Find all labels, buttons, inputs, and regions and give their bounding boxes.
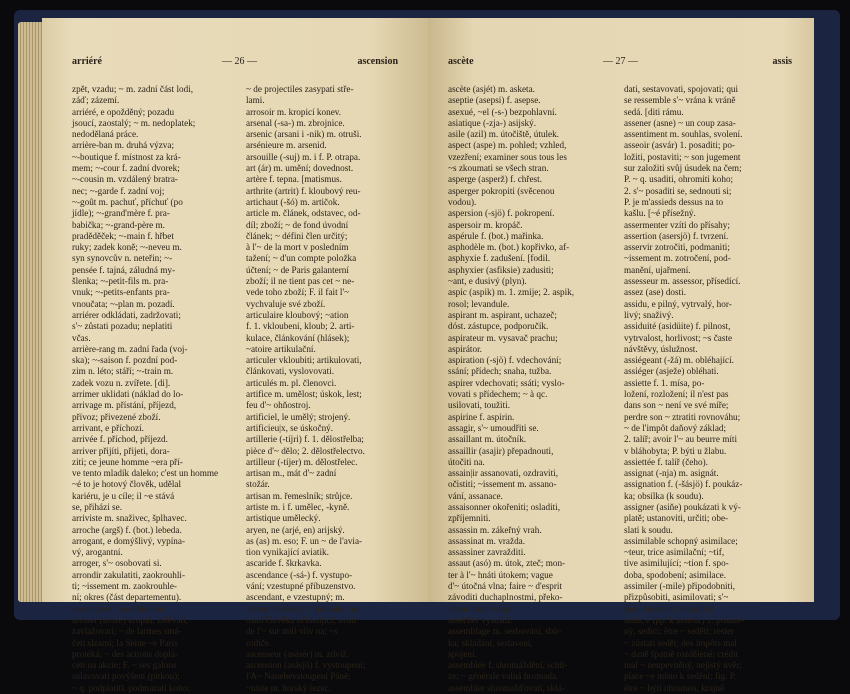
right-page-column-2 (624, 84, 788, 694)
dictionary-line: P. ~ q. usaditi, ohromiti koho; (624, 174, 734, 185)
dictionary-line: assiéger (asježe) obléhati. (624, 366, 719, 377)
dictionary-line: vzezření; examiner sous tous les (448, 151, 567, 162)
dictionary-line: article m. článek, odstavec, od- (246, 208, 361, 219)
dictionary-line: ~ q. podplatiti, podmazati koho; (72, 682, 190, 693)
dictionary-line: zboží; il ne tient pas cet ~ ne- (246, 276, 355, 287)
dictionary-line: účtení; ~ de Paris galanterní (246, 264, 349, 275)
left-page-column-1 (72, 84, 236, 694)
dictionary-line: assiette f. 1. mísa, po- (624, 377, 705, 388)
dictionary-line: mem; ~-cour f. zadní dvorek; (72, 163, 180, 174)
dictionary-line: artisan m. řemeslník; strůjce. (246, 490, 353, 501)
dictionary-line: stožár. (246, 479, 270, 490)
dictionary-line: artistique umělecký. (246, 513, 321, 524)
dictionary-line: pensée f. tajná, záludná my- (72, 264, 176, 275)
right-page-number: — 27 — (603, 56, 638, 67)
dictionary-line: ný, sedící; être ~ sedětí; rester (624, 626, 735, 637)
dictionary-line: asseoir (asvár) 1. posaditi; po- (624, 140, 735, 151)
left-page-column-2 (246, 84, 410, 694)
dictionary-line: sur založiti svůj úsudek na čem; (624, 163, 742, 174)
dictionary-line: ~ daně špatně rozdělené; crédit (624, 648, 739, 659)
dictionary-line: ~s zkoumati se všech stran. (448, 163, 549, 174)
dictionary-line: art (ár) m. umění; dovednost. (246, 163, 354, 174)
dictionary-line: v bláhobyta; P. býti u žlabu. (624, 445, 727, 456)
left-page (42, 18, 428, 693)
dictionary-line: s'~ zůstati pozadu; neplatiti (72, 321, 173, 332)
dictionary-line: as (as) m. eso; F. un ~ de l'avia- (246, 535, 363, 546)
dictionary-line: assesseur m. assessor, přísedící. (624, 276, 741, 287)
dictionary-line: assemblée f. shromáždění, schů- (448, 660, 568, 671)
dictionary-line: ascendant, e vzestupný; m. (246, 592, 345, 603)
dictionary-line: assiettée f. talíř (čeho). (624, 456, 708, 467)
dictionary-line: assiégeant (-žá) m. obléhající. (624, 355, 734, 366)
dictionary-line: asphyxier (asfiksie) zadusiti; (448, 264, 554, 275)
dictionary-line: ruky; zadek koně; ~-neveu m. (72, 242, 182, 253)
dictionary-line: ložiti, postaviti; ~ son jugement (624, 151, 741, 162)
dictionary-line: tion vynikající aviatik. (246, 547, 329, 558)
dictionary-line: arroche (argš) f. (bot.) lebeda. (72, 524, 182, 535)
dictionary-line: doba, spodobení; asimilace. (624, 569, 727, 580)
dictionary-line: návštěvy, úslužnost. (624, 343, 698, 354)
dictionary-line: assentiment m. souhlas, svolení. (624, 129, 743, 140)
right-header-word-left-page: ascension (357, 56, 398, 67)
dictionary-line: ze; ~ générale valná hromada. (448, 671, 559, 682)
dictionary-line: díl; zboží; ~ de fond úvodní (246, 219, 349, 230)
dictionary-line: platě; ustanoviti, určiti; obe- (624, 513, 729, 524)
dictionary-line: aspic (aspik) m. 1. zmije; 2. aspik, (448, 287, 575, 298)
dictionary-line: articuler vkloubiti; artikulovati, (246, 355, 362, 366)
dictionary-line: arriéré, e opožděný; pozadu (72, 106, 175, 117)
dictionary-line: sedá. [diti rámu. (624, 106, 684, 117)
dictionary-line: ~ant, e dusivý (plyn). (448, 276, 527, 287)
dictionary-line: feu d'~ ohňostroj. (246, 400, 311, 411)
dictionary-line: asservir zotročiti, podmaniti; (624, 242, 730, 253)
dictionary-line: kulace, článkování (hlásek); (246, 332, 350, 343)
dictionary-line: rosol; levandule. (448, 298, 510, 309)
dictionary-line: vnoučata; ~-plan m. pozadí. (72, 298, 175, 309)
dictionary-line: articulaire kloubový; ~ation (246, 309, 349, 320)
dictionary-line: přizpůsobiti, asimilovati; s'~ (624, 592, 729, 603)
dictionary-line: artère f. tepna. [matismus. (246, 174, 342, 185)
dictionary-line: asperger pokropiti (svěcenou (448, 185, 555, 196)
dictionary-line: assignation f. (-šásjö) f. poukáz- (624, 479, 743, 490)
dictionary-line: ceti na akcie; F. ~ ses galons (72, 660, 177, 671)
dictionary-line: asiatique (-zja-) asijský. (448, 117, 537, 128)
dictionary-line: arrière-rang m. zadní řada (voj- (72, 343, 188, 354)
dictionary-line: očistiti; ~issement m. assano- (448, 479, 557, 490)
dictionary-line: ~ zůstati sedět; des impôts mal (624, 637, 737, 648)
dictionary-line: zpříjemniti. (448, 513, 491, 524)
dictionary-line: nedodělaná práce. (72, 129, 139, 140)
dictionary-line: d'~ útočná vlna; faire ~ d'esprit (448, 581, 563, 592)
dictionary-line: spojení. (448, 648, 477, 659)
dictionary-line: se ressemble s'~ vrána k vráně (624, 95, 736, 106)
dictionary-line: vytrvalost, horlivost; ~s časte (624, 332, 733, 343)
dictionary-line: assignat (-nja) m. asignát. (624, 468, 719, 479)
dictionary-line: perdre son ~ ztratiti rovnováhu; (624, 411, 741, 422)
dictionary-line: aspect (aspe) m. pohled; vzhled, (448, 140, 567, 151)
dictionary-line: arrosage m. zavodňování. (72, 603, 167, 614)
dictionary-line: livý; snaživý. (624, 309, 674, 320)
dictionary-line: vání, assanace. (448, 490, 503, 501)
dictionary-line: vovati s přídechem; ~ à qc. (448, 389, 548, 400)
dictionary-line: arrosoir m. kropicí konev. (246, 106, 342, 117)
dictionary-line: aspérule f. (bot.) mařinka. (448, 230, 544, 241)
dictionary-line: assaillant m. útočník. (448, 434, 527, 445)
dictionary-line: včas. (72, 332, 91, 343)
dictionary-line: assaut (asó) m. útok, zteč; mon- (448, 558, 566, 569)
dictionary-line: arsenal (-sa-) m. zbrojnice. (246, 117, 345, 128)
dictionary-line: kariéru, je u cíle; il ~e stává (72, 490, 175, 501)
dictionary-line: aspirer vdechovati; ssáti; vyslo- (448, 377, 565, 388)
dictionary-line: assener (asne) ~ un coup zasa- (624, 117, 736, 128)
dictionary-line: asexué, ~el (-s-) bezpohlavní. (448, 106, 557, 117)
dictionary-line: ~-cousin m. vzdálený bratra- (72, 174, 178, 185)
dictionary-line: aspersoir m. kropáč. (448, 219, 523, 230)
dictionary-line: assermenter vzíti do přísahy; (624, 219, 730, 230)
dictionary-line: syn synovcův n. neteřin; ~- (72, 253, 173, 264)
dictionary-line: artifice m. umělost; úskok, lest; (246, 389, 362, 400)
dictionary-line: assécher vysušiti. (448, 614, 513, 625)
dictionary-line: vychvaluje své zboží. (246, 298, 326, 309)
dictionary-line: útočiti na. (448, 456, 485, 467)
dictionary-line: ve tento mladík daleko; c'est un homme (72, 468, 219, 479)
dictionary-line: assassinat m. vražda. (448, 535, 526, 546)
dictionary-line: ka; obsílka (k soudu). (624, 490, 704, 501)
dictionary-line: osud člověka účinkující; avoir (246, 614, 357, 625)
left-header-word: arriéré (72, 56, 102, 67)
dictionary-line: ascenseur (asásér) m. zdviž. (246, 648, 349, 659)
dictionary-line: asperge (asperž) f. chřest. (448, 174, 542, 185)
dictionary-line: asphyxie f. zadušení. [fodil. (448, 253, 551, 264)
dictionary-line: arrière-ban m. druhá výzva; (72, 140, 175, 151)
dictionary-line: ka; skládání, sestavení, (448, 637, 533, 648)
dictionary-line: de l'~ sur míti vliv na; ~s (246, 626, 338, 637)
right-page-header-right: assis (772, 56, 792, 67)
dictionary-line: vede toho zboží; F. il fait l'~ (246, 287, 350, 298)
dictionary-line: arriérer odkládati, zadržovati; (72, 309, 181, 320)
dictionary-line: manění, ujařmení. (624, 264, 691, 275)
dictionary-line: artichaut (-šó) m. artičok. (246, 196, 340, 207)
dictionary-line: aspirateur m. vysavač prachu; (448, 332, 558, 343)
dictionary-line: assemblage m. sesbování, sbír- (448, 626, 562, 637)
dictionary-line: zavlažovati; ~ de larmes smá- (72, 626, 182, 637)
dictionary-line: arsenic (arsani i -nik) m. otruši. (246, 129, 362, 140)
dictionary-line: place ~e místo k sedění; fig. P. (624, 671, 737, 682)
dictionary-line: slati k soudu. (624, 524, 673, 535)
dictionary-line: arthrite (artrit) f. kloubový reu- (246, 185, 361, 196)
dictionary-line: tažení; ~ d'un compte položka (246, 253, 357, 264)
dictionary-line: vnuk; ~-petits-enfants pra- (72, 287, 170, 298)
dictionary-line: ~niste m. horský lezec. (246, 682, 331, 693)
dictionary-line: arroger, s'~ osobovati si. (72, 558, 162, 569)
dictionary-line: arrivée f. příchod, příjezd. (72, 434, 168, 445)
dictionary-line: ziti; ce jeune homme ~era pří- (72, 456, 183, 467)
dictionary-line: arrivant, e příchozí. (72, 422, 144, 433)
dictionary-line: assigner (asiňe) poukázati k vý- (624, 501, 741, 512)
dictionary-line: arroser (aroze) kropiti, zalévati, (72, 614, 189, 625)
dictionary-line: P. je m'assieds dessus na to (624, 196, 724, 207)
dictionary-line: arriver přijíti, přijeti, dora- (72, 445, 170, 456)
dictionary-line: článek; ~ défini člen určitý; (246, 230, 348, 241)
dictionary-line: jsoucí, zaostalý; ~ m. nedoplatek; (72, 117, 196, 128)
dictionary-line: lami. (246, 95, 265, 106)
dictionary-line: článkovati, vyslovovati. (246, 366, 335, 377)
dictionary-line: aryen, ne (arjé, en) arijský. (246, 524, 345, 535)
dictionary-line: ~teur, trice asimilační; ~tif, (624, 547, 725, 558)
dictionary-line: arrondir zakulatiti, zaokrouhli- (72, 569, 186, 580)
dictionary-line: l'A~ Nanebevstoupení Páně; (246, 671, 351, 682)
dictionary-line: ~é to je hotový člověk, udělal (72, 479, 182, 490)
dictionary-line: assagir, s'~ umoudřiti se. (448, 422, 539, 433)
dictionary-line: zadek vozu n. zvířete. [di]. (72, 377, 171, 388)
dictionary-line: ter à l'~ hnáti útokem; vague (448, 569, 553, 580)
dictionary-line: ~atoire artikulační. (246, 343, 316, 354)
dictionary-line: asphodèle m. (bot.) kopřivko, af- (448, 242, 570, 253)
dictionary-line: tive asimilující; ~tion f. spo- (624, 558, 729, 569)
dictionary-line: f. 1. vkloubení, kloub; 2. arti- (246, 321, 355, 332)
dictionary-line: ti; ~issement m. zaokrouhle- (72, 581, 177, 592)
dictionary-line: assiduité (asidüite) f. pilnost, (624, 321, 731, 332)
left-page-number: — 26 — (222, 56, 257, 67)
dictionary-line: artificiel, le umělý; strojený. (246, 411, 351, 422)
dictionary-line: protéká; ~ des actions doplá- (72, 648, 179, 659)
dictionary-line: šlenka; ~-petit-fils m. pra- (72, 276, 169, 287)
dictionary-line: dóst. zástupce, podporučík. (448, 321, 549, 332)
dictionary-line: ssání; přídech; snaha, tužba. (448, 366, 552, 377)
right-page-column-1 (448, 84, 612, 694)
dictionary-line: artificieu|x, se úskočný. (246, 422, 334, 433)
dictionary-line: assassin m. zákeřný vrah. (448, 524, 542, 535)
dictionary-line: ~-goût m. pachuť, příchuť (po (72, 196, 183, 207)
dictionary-line: ska); ~-saison f. pozdní pod- (72, 355, 178, 366)
dictionary-line: arrivage m. přístání, příjezd, (72, 400, 177, 411)
dictionary-line: être ~ býti ohromen, krajně (624, 682, 725, 693)
dictionary-line: pièce d'~ dělo; 2. dělostřelectvo. (246, 445, 365, 456)
dictionary-line: vodou). (448, 196, 477, 207)
dictionary-line: ~-boutique f. místnost za krá- (72, 151, 181, 162)
dictionary-line: assertion (asersjö) f. tvrzení. (624, 230, 729, 241)
dictionary-line: dati, sestavovati, spojovati; qui (624, 84, 739, 94)
dictionary-line: assassiner zavražditi. (448, 547, 526, 558)
dictionary-line: artiste m. i f. umělec, -kyně. (246, 501, 350, 512)
dictionary-line: assidu, e pilný, vytrvalý, hor- (624, 298, 732, 309)
dictionary-line: arrimer uklidati (náklad do lo- (72, 389, 184, 400)
dictionary-line: asile (azil) m. útočiště, útulek. (448, 129, 559, 140)
dictionary-line: závoditi duchaplnostmi, překo- (448, 592, 563, 603)
dictionary-line: výstup (hvězd); 2. převaha; na (246, 603, 358, 614)
right-page (428, 18, 814, 693)
dictionary-line: usilovati, toužiti. (448, 400, 511, 411)
dictionary-line: assaisonner okořeniti; osladiti, (448, 501, 561, 512)
right-page-header-left: ascète (448, 56, 474, 67)
dictionary-line: aspersion (-sjö) f. pokropení. (448, 208, 555, 219)
dictionary-line: mal ~ neupevněný, nejistý úvěr; (624, 660, 742, 671)
dictionary-line: arrogant, e domýšlivý, vypína- (72, 535, 186, 546)
dictionary-line: assez (ase) dosti. (624, 287, 686, 298)
dictionary-line: aspirine f. aspirin. (448, 411, 515, 422)
dictionary-line: vý, arogantní. (72, 547, 123, 558)
dictionary-line: nec; ~-garde f. zadní voj; (72, 185, 165, 196)
dictionary-line: arsouille (-suj) m. i f. P. otrapa. (246, 151, 361, 162)
dictionary-line: ~issement m. zotročení, pod- (624, 253, 731, 264)
dictionary-line: ní; okres (část departementu). (72, 592, 182, 603)
dictionary-line: rodiče. (246, 637, 272, 648)
dictionary-line: četi slzami; la Seine ~e Paris (72, 637, 178, 648)
dictionary-line: babička; ~-grand-père m. (72, 219, 165, 230)
dictionary-line: ascaride f. škrkavka. (246, 558, 322, 569)
dictionary-line: artillerie (-tíjri) f. 1. dělostřelba; (246, 434, 364, 445)
dictionary-line: arriviste m. snaživec, šplhavec. (72, 513, 187, 524)
dictionary-line: se, přiházi se. (72, 501, 123, 512)
dictionary-line: assaillir (asajir) přepadnouti, (448, 445, 554, 456)
dictionary-line: assimilable schopný asimilace; (624, 535, 738, 546)
dictionary-line: arsénieure m. arsenid. (246, 140, 327, 151)
dictionary-line: artilleur (-tíjer) m. dělostřelec. (246, 456, 358, 467)
dictionary-line: aseptie (asepsi) f. asepse. (448, 95, 541, 106)
dictionary-line: ascension (asásjö) f. vystoupení; (246, 660, 366, 671)
dictionary-line: ~ de projectiles zasypati stře- (246, 84, 354, 94)
dictionary-line: assembler shromažďovati, sklá- (448, 682, 565, 693)
dictionary-line: návati koho vtipy. (448, 603, 515, 614)
dictionary-line: ~ de l'impôt daňový základ; (624, 422, 727, 433)
dictionary-line: assimiler (-mile) připodobniti, (624, 581, 735, 592)
dictionary-line: à l'~ de la mort v posledním (246, 242, 349, 253)
dictionary-line: zpět, vzadu; ~ m. zadní část lodi, (72, 84, 194, 94)
dictionary-line: 2. s'~ posaditi se, sednouti si; (624, 185, 732, 196)
dictionary-line: (une doctrine) osvojiti si. (624, 603, 717, 614)
dictionary-line: aspiration (-sjö) f. vdechování; (448, 355, 562, 366)
dictionary-line: zim n. léto; stáří; ~-train m. (72, 366, 174, 377)
dictionary-line: záď; zázemí. (72, 95, 120, 106)
dictionary-line: kašlu. [~é přísežný. (624, 208, 696, 219)
dictionary-line: 2. talíř; avoir l'~ au beurre míti (624, 434, 738, 445)
dictionary-line: aspirátor. (448, 343, 482, 354)
dictionary-line: oslavovati povýšení (pitkou); (72, 671, 180, 682)
dictionary-line: praděděček; ~-main f. hřbet (72, 230, 174, 241)
dictionary-line: ložení, rozložení; il n'est pas (624, 389, 729, 400)
dictionary-line: ascendance (-sá-) f. vystupo- (246, 569, 353, 580)
dictionary-line: assis, e (pp. k asseoir) 1. posaze- (624, 614, 745, 625)
dictionary-line: aspirant m. aspirant, uchazeč; (448, 309, 557, 320)
dictionary-line: dans son ~ není ve své míře; (624, 400, 729, 411)
dictionary-line: artisan m., mát d'~ zadní (246, 468, 337, 479)
dictionary-line: ascète (asjét) m. asketa. (448, 84, 535, 94)
dictionary-line: assain|ir assanovati, ozdraviti, (448, 468, 559, 479)
dictionary-line: přívoz; přivezené zboží. (72, 411, 161, 422)
dictionary-line: jídle); ~-grand'mère f. pra- (72, 208, 170, 219)
dictionary-line: vání; vzestupné příbuzenstvo. (246, 581, 356, 592)
dictionary-line: articulés m. pl. členovci. (246, 377, 337, 388)
